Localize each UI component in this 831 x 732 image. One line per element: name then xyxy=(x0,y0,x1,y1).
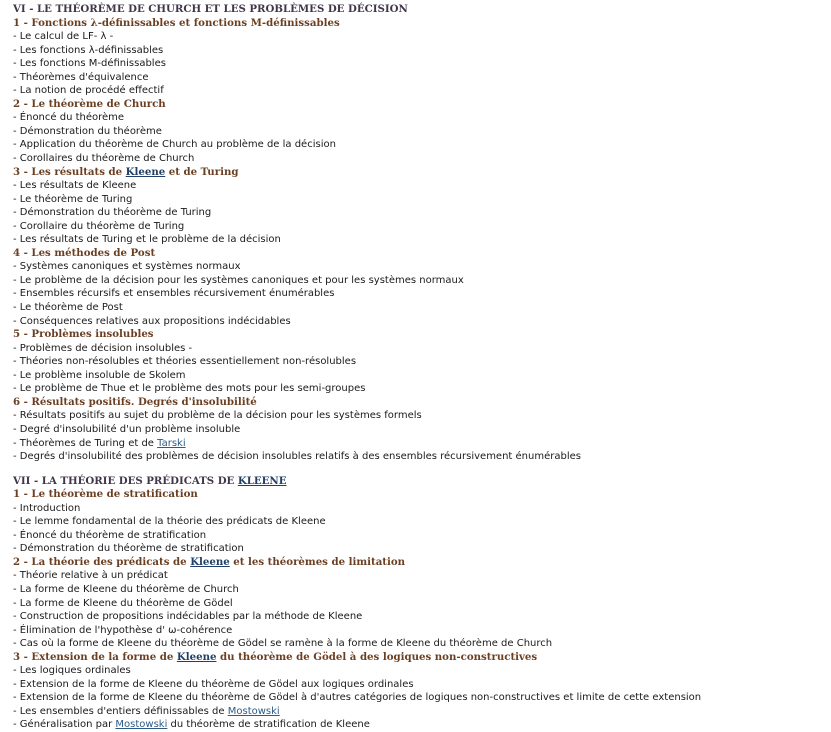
section-6-4-title: 4 - Les méthodes de Post xyxy=(13,246,156,259)
chapter-divider xyxy=(13,464,825,475)
list-item: - La forme de Kleene du théorème de Gödel xyxy=(13,597,233,609)
section-title-text: du théorème de Gödel à des logiques non-constructives xyxy=(216,650,538,663)
chapter-title-text: VII - LA THÉORIE DES PRÉDICATS DE xyxy=(13,474,238,487)
list-item: - Les fonctions λ-définissables xyxy=(13,44,164,56)
list-item-text: du théorème de stratification de Kleene xyxy=(167,719,370,731)
list-item xyxy=(13,437,825,451)
list-item: - Systèmes canoniques et systèmes normaux xyxy=(13,261,241,273)
section-6-6-title: 6 - Résultats positifs. Degrés d'insolubilité xyxy=(13,395,257,408)
list-item: - Ensembles récursifs et ensembles récursivement énumérables xyxy=(13,288,335,300)
list-item: - Cas où la forme de Kleene du théorème de Gödel se ramène à la forme de Kleene du théorème de Church xyxy=(13,638,553,650)
section-7-1-title: 1 - Le théorème de stratification xyxy=(13,488,198,501)
list-item: - La forme de Kleene du théorème de Church xyxy=(13,583,239,595)
list-item: - Le lemme fondamental de la théorie des prédicats de Kleene xyxy=(13,516,326,528)
list-item: - Élimination de l'hypothèse d' ω-cohérence xyxy=(13,624,233,636)
list-item: - Théorèmes d'équivalence xyxy=(13,71,149,83)
list-item: - Les logiques ordinales xyxy=(13,665,131,677)
list-item: - Les résultats de Kleene xyxy=(13,180,137,192)
list-item: - Les fonctions M-définissables xyxy=(13,58,166,70)
section-6-1-title: 1 - Fonctions λ-définissables et fonctions M-définissables xyxy=(13,16,340,29)
list-item: - Démonstration du théorème xyxy=(13,125,162,137)
kleene-link[interactable]: Kleene xyxy=(176,650,217,663)
list-item: - Application du théorème de Church au problème de la décision xyxy=(13,139,336,151)
section-title-text: et les théorèmes de limitation xyxy=(229,555,406,568)
tarski-link[interactable]: Tarski xyxy=(157,437,186,449)
list-item: - Corollaires du théorème de Church xyxy=(13,153,195,165)
list-item xyxy=(13,705,825,719)
section-6-2-title: 2 - Le théorème de Church xyxy=(13,97,166,110)
list-item: - Extension de la forme de Kleene du théorème de Gödel aux logiques ordinales xyxy=(13,678,414,690)
chapter-6-title: VI - LE THÉORÈME DE CHURCH ET LES PROBLÈMES DE DÉCISION xyxy=(13,3,408,15)
kleene-link[interactable]: Kleene xyxy=(190,555,230,568)
list-item: - Le calcul de LF- λ - xyxy=(13,31,114,43)
section-title-text: 3 - Extension de la forme de xyxy=(13,650,177,663)
list-item: - Problèmes de décision insolubles - xyxy=(13,342,193,354)
section-6-3-title xyxy=(13,166,825,180)
list-item: - Introduction xyxy=(13,502,81,514)
list-item: - Démonstration du théorème de Turing xyxy=(13,207,212,219)
list-item: - Énoncé du théorème de stratification xyxy=(13,529,207,541)
list-item: - Théories non-résolubles et théories essentiellement non-résolubles xyxy=(13,356,357,368)
section-title-text: 2 - La théorie des prédicats de xyxy=(13,555,191,568)
list-item: - Degrés d'insolubilité des problèmes de décision insolubles relatifs à des ensembles récursivement énumérables xyxy=(13,451,581,463)
list-item: - Le théorème de Post xyxy=(13,302,123,314)
list-item: - Le théorème de Turing xyxy=(13,193,133,205)
list-item xyxy=(13,718,825,732)
list-item: - Démonstration du théorème de stratification xyxy=(13,543,244,555)
list-item-text: - Les ensembles d'entiers définissables de xyxy=(13,705,228,717)
section-title-text: et de Turing xyxy=(165,165,239,178)
section-6-5-title: 5 - Problèmes insolubles xyxy=(13,328,154,341)
kleene-link[interactable]: Kleene xyxy=(125,165,166,178)
list-item: - Conséquences relatives aux propositions indécidables xyxy=(13,315,291,327)
list-item: - Le problème insoluble de Skolem xyxy=(13,369,186,381)
mostowski-link[interactable]: Mostowski xyxy=(115,719,168,731)
list-item: - Les résultats de Turing et le problème de la décision xyxy=(13,234,281,246)
list-item: - Le problème de Thue et le problème des mots pour les semi-groupes xyxy=(13,383,366,395)
chapter-7-title xyxy=(13,475,825,489)
list-item: - Théorie relative à un prédicat xyxy=(13,570,168,582)
list-item: - Extension de la forme de Kleene du théorème de Gödel à d'autres catégories de logiques non-constructives et limite de cette extension xyxy=(13,692,702,704)
section-title-text: 3 - Les résultats de xyxy=(13,165,126,178)
list-item: - Énoncé du théorème xyxy=(13,112,125,124)
section-7-2-title xyxy=(13,556,825,570)
list-item: - Construction de propositions indécidables par la méthode de Kleene xyxy=(13,611,363,623)
kleene-link[interactable]: KLEENE xyxy=(237,474,287,487)
mostowski-link[interactable]: Mostowski xyxy=(227,705,280,717)
list-item: - Degré d'insolubilité d'un problème insoluble xyxy=(13,423,241,435)
list-item: - La notion de procédé effectif xyxy=(13,85,164,97)
list-item: - Corollaire du théorème de Turing xyxy=(13,220,185,232)
list-item-text: - Théorèmes de Turing et de xyxy=(13,437,158,449)
list-item: - Résultats positifs au sujet du problème de la décision pour les systèmes formels xyxy=(13,410,422,422)
list-item-text: - Généralisation par xyxy=(13,719,116,731)
section-7-3-title xyxy=(13,651,825,665)
list-item: - Le problème de la décision pour les systèmes canoniques et pour les systèmes normaux xyxy=(13,274,464,286)
table-of-contents xyxy=(13,3,825,732)
